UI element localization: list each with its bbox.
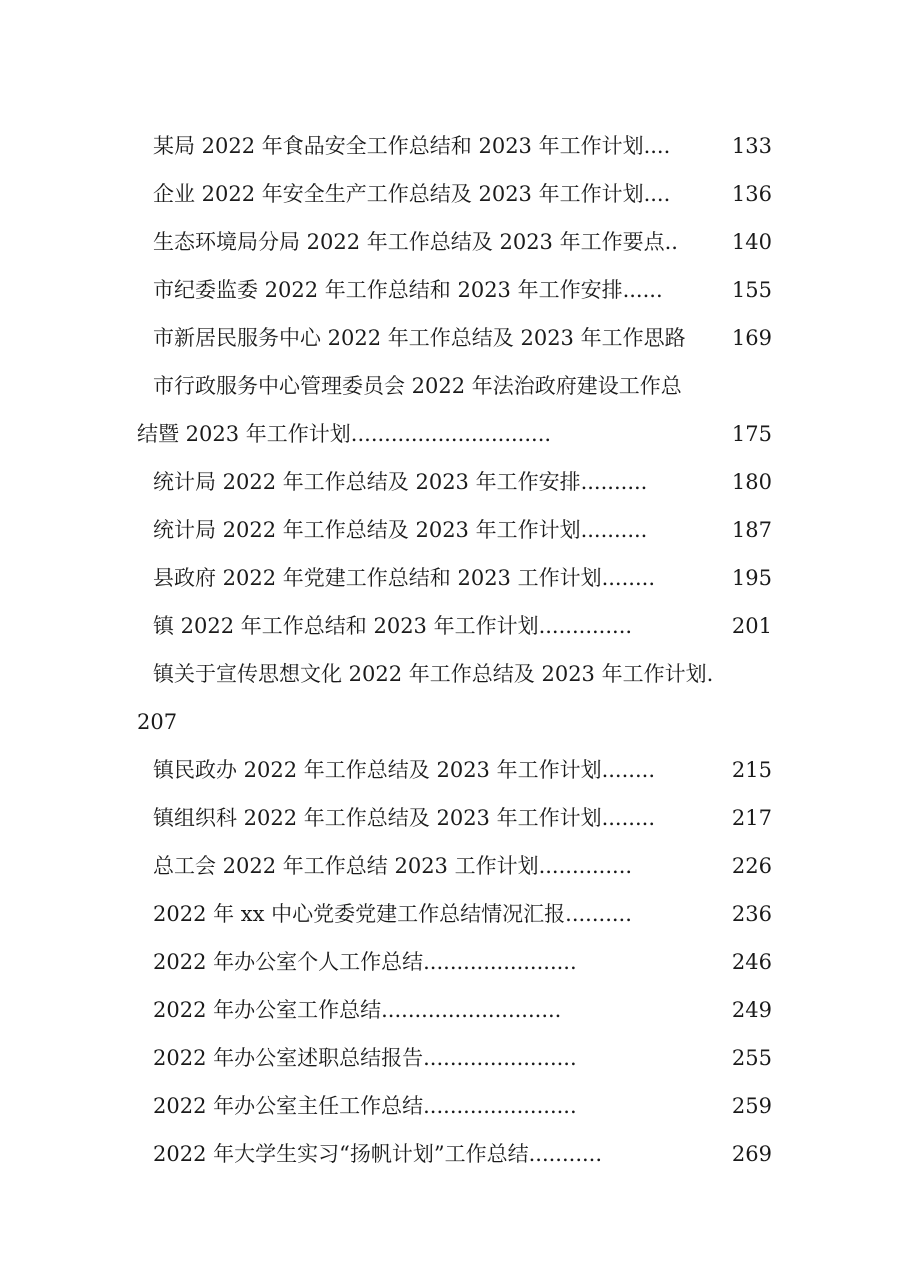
toc-entry-page: 180 xyxy=(731,470,772,494)
toc-entry-page: 255 xyxy=(731,1046,772,1070)
toc-entry[interactable] xyxy=(0,362,909,410)
toc-entry-title: 市纪委监委 2022 年工作总结和 2023 年工作安排...... xyxy=(153,278,663,302)
toc-entry[interactable] xyxy=(0,746,909,794)
toc-entry-title: 市新居民服务中心 2022 年工作总结及 2023 年工作思路 xyxy=(153,326,686,350)
toc-entry-page: 136 xyxy=(731,182,772,206)
toc-entry[interactable] xyxy=(0,314,909,362)
toc-entry-page: 201 xyxy=(731,614,772,638)
toc-entry-page: 249 xyxy=(731,998,772,1022)
toc-entry-page: 236 xyxy=(731,902,772,926)
toc-entry-title: 镇民政办 2022 年工作总结及 2023 年工作计划........ xyxy=(153,758,655,782)
toc-entry[interactable] xyxy=(0,1130,909,1178)
toc-entry-page: 269 xyxy=(731,1142,772,1166)
toc-entry-title: 企业 2022 年安全生产工作总结及 2023 年工作计划.... xyxy=(153,182,671,206)
table-of-contents xyxy=(0,122,909,1178)
toc-entry[interactable] xyxy=(0,890,909,938)
toc-entry-title: 统计局 2022 年工作总结及 2023 年工作安排.......... xyxy=(153,470,648,494)
toc-entry[interactable] xyxy=(0,170,909,218)
toc-entry-title: 市行政服务中心管理委员会 2022 年法治政府建设工作总 xyxy=(153,374,682,398)
toc-entry[interactable] xyxy=(0,218,909,266)
toc-entry-title: 2022 年办公室述职总结报告....................... xyxy=(153,1046,577,1070)
toc-entry-page: 217 xyxy=(731,806,772,830)
toc-entry-continuation[interactable] xyxy=(0,410,909,458)
toc-entry[interactable] xyxy=(0,938,909,986)
toc-entry-continuation[interactable] xyxy=(0,698,909,746)
toc-entry[interactable] xyxy=(0,794,909,842)
toc-entry-page: 155 xyxy=(731,278,772,302)
toc-entry-page: 226 xyxy=(731,854,772,878)
toc-entry-title: 镇组织科 2022 年工作总结及 2023 年工作计划........ xyxy=(153,806,655,830)
toc-entry-page: 246 xyxy=(731,950,772,974)
toc-entry-title: 2022 年办公室主任工作总结....................... xyxy=(153,1094,577,1118)
toc-entry-title: 生态环境局分局 2022 年工作总结及 2023 年工作要点.. xyxy=(153,230,678,254)
toc-entry[interactable] xyxy=(0,1034,909,1082)
toc-entry-page: 140 xyxy=(731,230,772,254)
toc-entry[interactable] xyxy=(0,602,909,650)
toc-entry-title: 结暨 2023 年工作计划.............................. xyxy=(137,422,552,446)
toc-entry-page: 187 xyxy=(731,518,772,542)
toc-entry[interactable] xyxy=(0,458,909,506)
toc-entry-title: 总工会 2022 年工作总结 2023 工作计划.............. xyxy=(153,854,633,878)
toc-entry[interactable] xyxy=(0,650,909,698)
toc-entry-title: 2022 年办公室个人工作总结....................... xyxy=(153,950,577,974)
toc-entry[interactable] xyxy=(0,986,909,1034)
toc-entry-title: 县政府 2022 年党建工作总结和 2023 工作计划........ xyxy=(153,566,655,590)
toc-entry-title: 镇 2022 年工作总结和 2023 年工作计划.............. xyxy=(153,614,633,638)
toc-entry[interactable] xyxy=(0,1082,909,1130)
toc-entry-title: 统计局 2022 年工作总结及 2023 年工作计划.......... xyxy=(153,518,648,542)
toc-entry[interactable] xyxy=(0,554,909,602)
toc-entry-page: 215 xyxy=(731,758,772,782)
toc-entry[interactable] xyxy=(0,122,909,170)
toc-entry[interactable] xyxy=(0,842,909,890)
toc-entry-page-number: 207 xyxy=(137,710,178,734)
toc-entry-page: 195 xyxy=(731,566,772,590)
toc-entry[interactable] xyxy=(0,266,909,314)
toc-entry-title: 镇关于宣传思想文化 2022 年工作总结及 2023 年工作计划. xyxy=(153,662,714,686)
toc-entry-title: 2022 年大学生实习“扬帆计划”工作总结........... xyxy=(153,1142,603,1166)
toc-entry-title: 2022 年办公室工作总结........................... xyxy=(153,998,562,1022)
toc-entry-page: 175 xyxy=(731,422,772,446)
toc-entry-page: 133 xyxy=(731,134,772,158)
toc-entry-title: 2022 年 xx 中心党委党建工作总结情况汇报.......... xyxy=(153,902,632,926)
toc-entry[interactable] xyxy=(0,506,909,554)
toc-entry-page: 169 xyxy=(731,326,772,350)
toc-entry-page: 259 xyxy=(731,1094,772,1118)
toc-entry-title: 某局 2022 年食品安全工作总结和 2023 年工作计划.... xyxy=(153,134,671,158)
